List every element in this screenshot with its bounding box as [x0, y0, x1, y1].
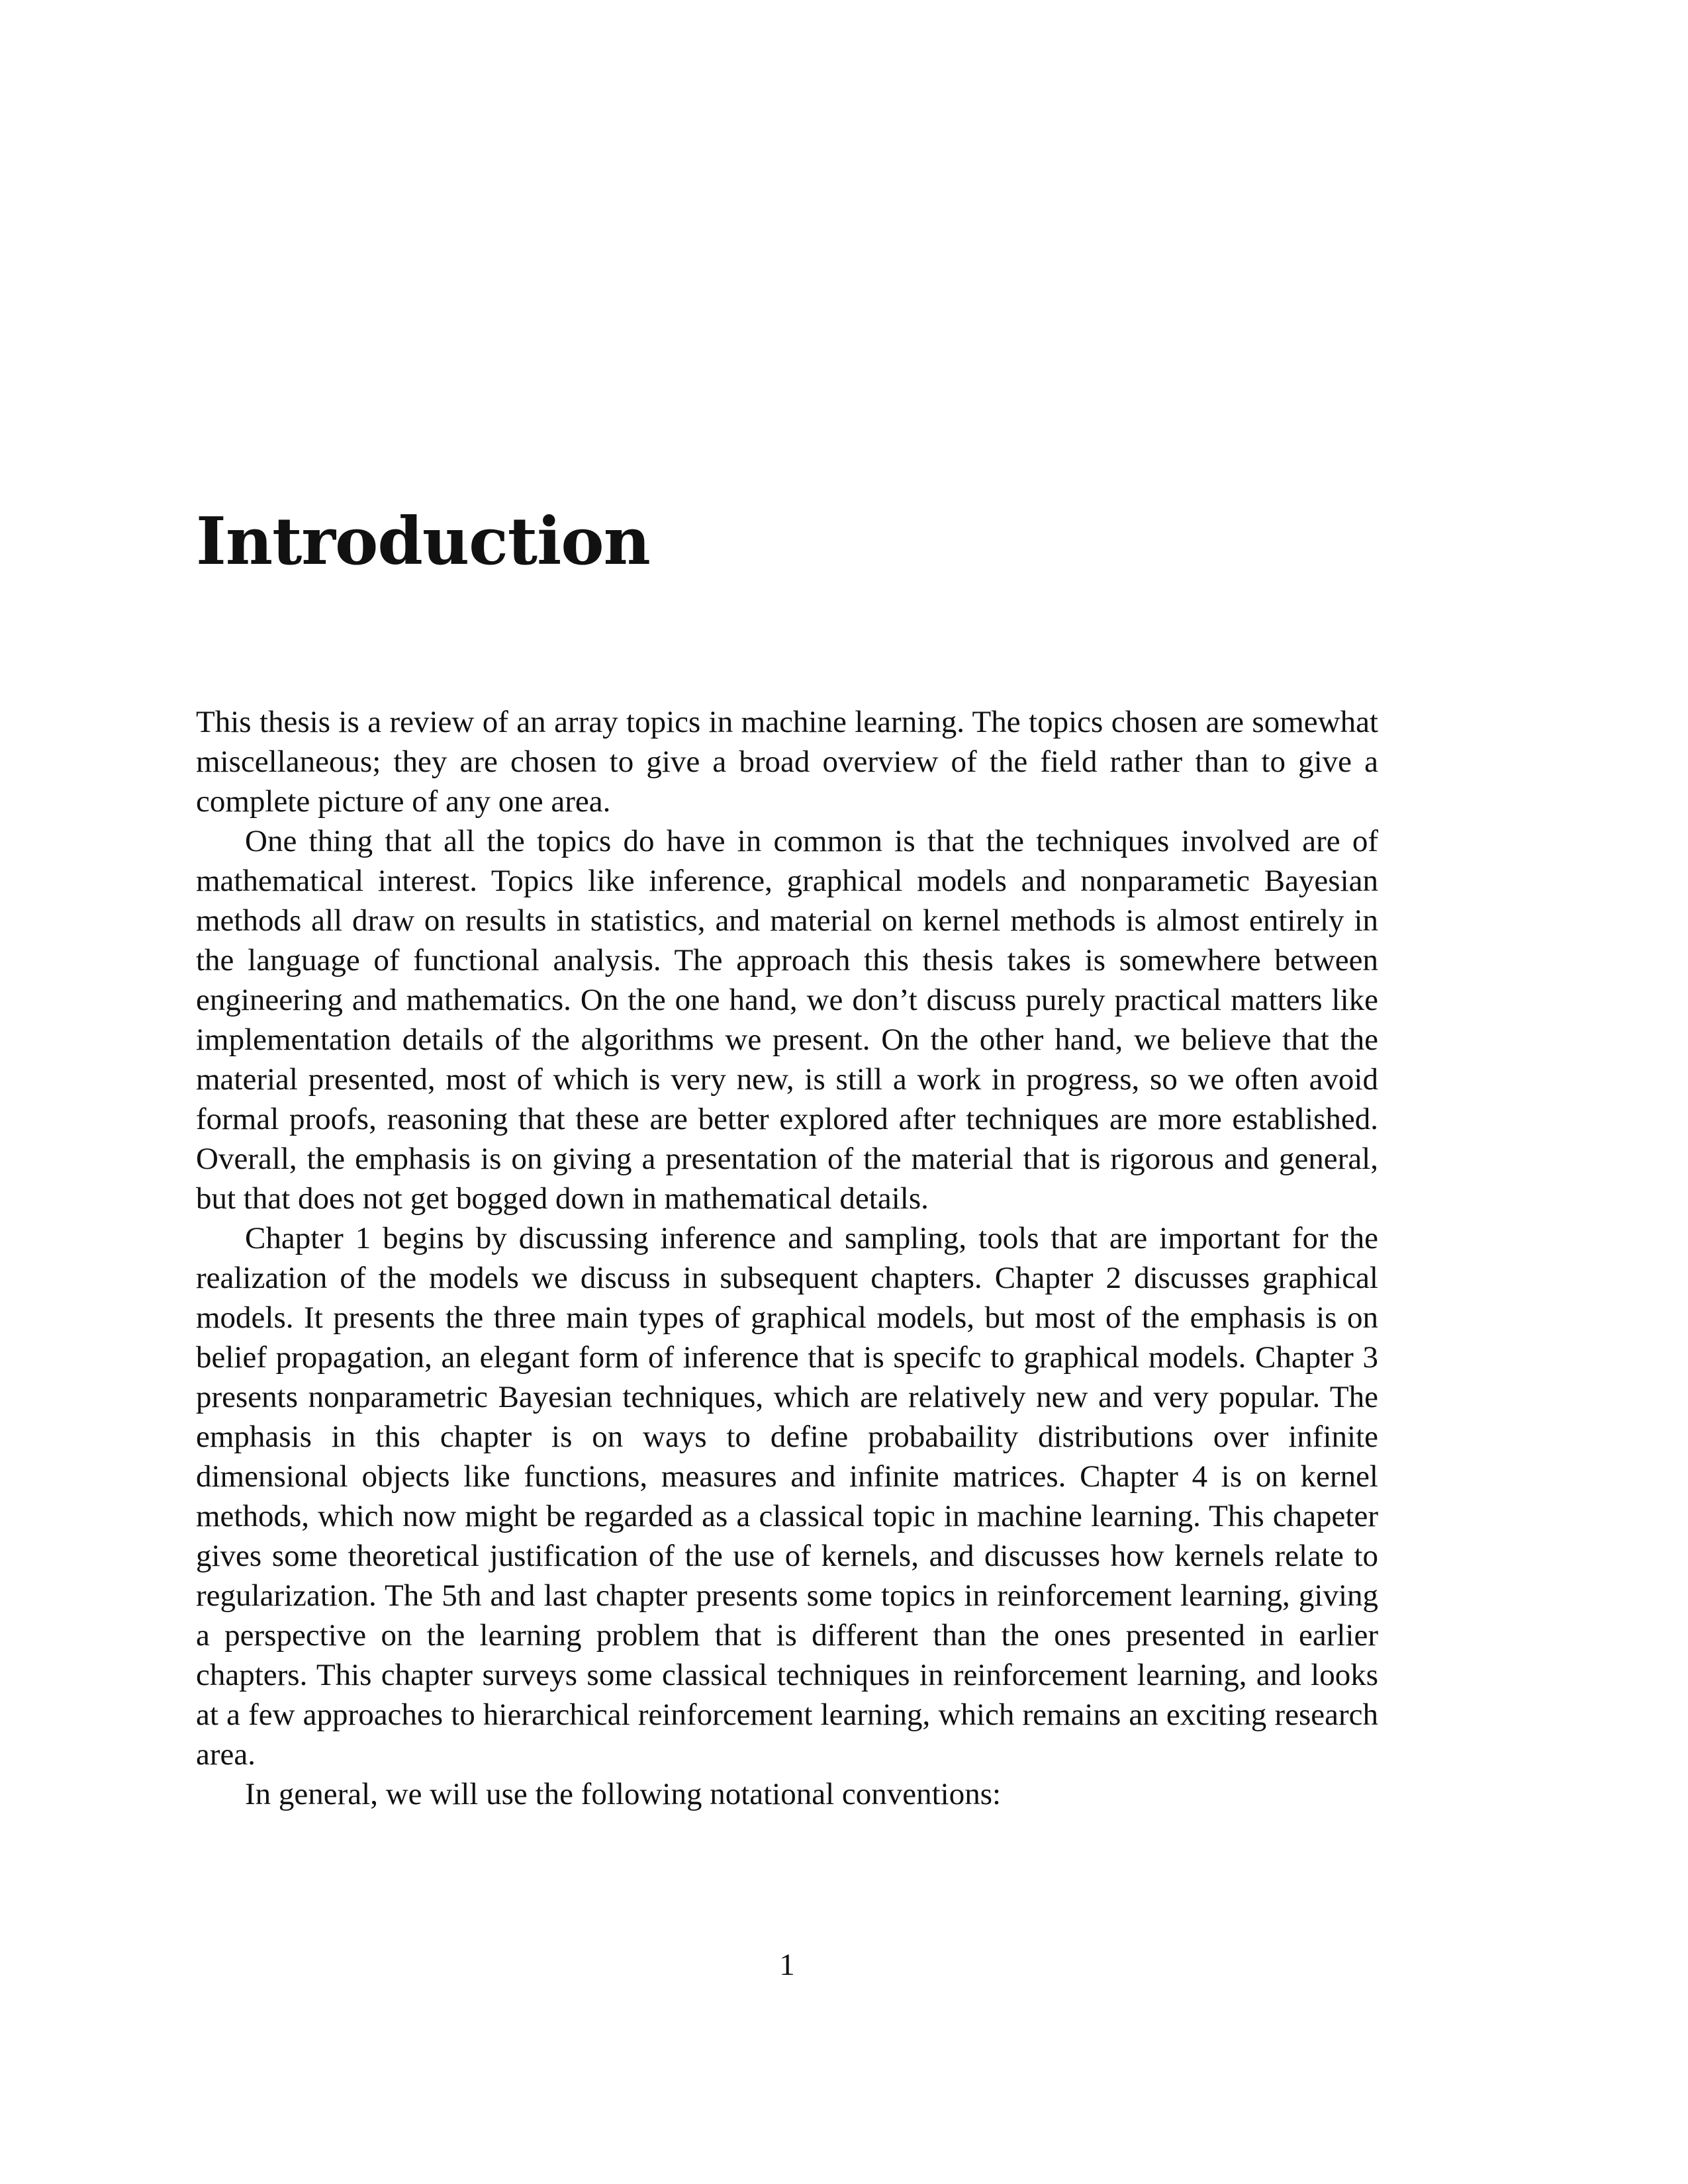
- paragraph-approach: One thing that all the topics do have in common is that the techniques involved are of mathematical interest. Topics like inference, graphical models and nonparametic Bayesian methods all draw on results in statistics, and material on kernel methods is almost entirely in the language of functional analysis. The approach this thesis takes is somewhere between engineering and mathematics. On the one hand, we don’t discuss purely practical matters like implementation details of the algorithms we present. On the other hand, we believe that the material presented, most of which is very new, is still a work in progress, so we often avoid formal proofs, reasoning that these are better explored after techniques are more established. Overall, the emphasis is on giving a presentation of the material that is rigorous and general, but that does not get bogged down in mathematical details.: [196, 824, 1378, 1216]
- paragraph-chapter-summary: Chapter 1 begins by discussing inference and sampling, tools that are important for the realization of the models we discuss in subsequent chapters. Chapter 2 discusses graphical models. It presents the three main types of graphical models, but most of the emphasis is on belief propagation, an elegant form of inference that is specifc to graphical models. Chapter 3 presents nonparametric Bayesian techniques, which are relatively new and very popular. The emphasis in this chapter is on ways to define probabaility distributions over infinite dimensional objects like functions, measures and infinite matrices. Chapter 4 is on kernel methods, which now might be regarded as a classical topic in machine learning. This chapeter gives some theoretical justification of the use of kernels, and discusses how kernels relate to regularization. The 5th and last chapter presents some topics in reinforcement learning, giving a perspective on the learning problem that is different than the ones presented in earlier chapters. This chapter surveys some classical techniques in reinforcement learning, and looks at a few approaches to hierarchical reinforcement learning, which remains an exciting research area.: [196, 1221, 1378, 1772]
- page-number: 1: [779, 1948, 795, 1982]
- chapter-title: Introduction: [196, 504, 650, 580]
- paragraph-overview: This thesis is a review of an array topics in machine learning. The topics chosen are somewhat miscellaneous; they are chosen to give a broad overview of the field rather than to give a complete picture of any one area.: [196, 705, 1378, 819]
- paragraph-notation-intro: In general, we will use the following notational conventions:: [245, 1777, 1002, 1811]
- body-text: [196, 702, 1378, 1814]
